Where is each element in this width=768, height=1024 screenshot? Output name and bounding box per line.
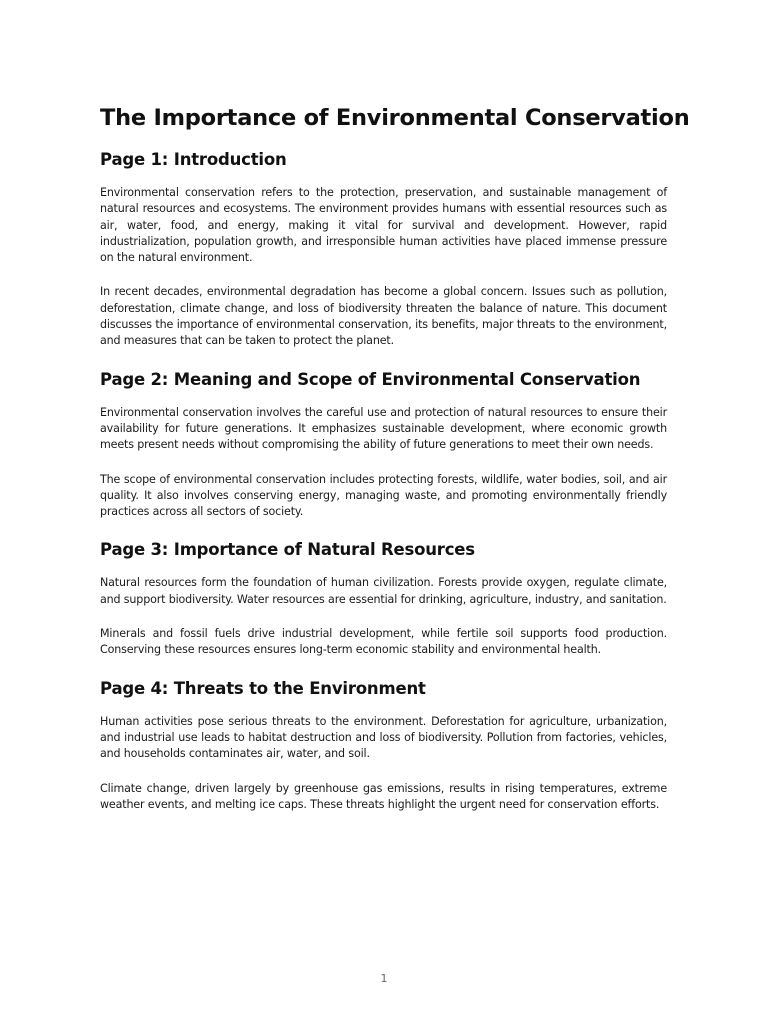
paragraph: Environmental conservation involves the careful use and protection of natural resources to ensure their availability for future generations. It emphasizes sustainable development, where economic growth meets present needs without compromising the ability of future generations to meet their own needs. xyxy=(100,405,667,452)
section-heading: Page 4: Threats to the Environment xyxy=(100,678,426,698)
section-meaning-and-scope xyxy=(100,368,667,521)
paragraph: Natural resources form the foundation of human civilization. Forests provide oxygen, regulate climate, and support biodiversity. Water resources are essential for drinking, agriculture, industry, and sanitation. xyxy=(100,576,667,606)
section-threats xyxy=(100,677,667,813)
paragraph: Human activities pose serious threats to the environment. Deforestation for agriculture, urbanization, and industrial use leads to habitat destruction and loss of biodiversity. Pollution from factories, vehicles, and households contaminates air, water, and soil. xyxy=(100,714,667,761)
page-number: 1 xyxy=(380,972,388,985)
section-heading: Page 1: Introduction xyxy=(100,150,287,169)
paragraph: Environmental conservation refers to the protection, preservation, and sustainable management of natural resources and ecosystems. The environment provides humans with essential resources such as air, water, food, and energy, making it vital for survival and development. However, rapid industrialization, population growth, and irresponsible human activities have placed immense pressure on the natural environment. xyxy=(100,186,667,265)
paragraph: Minerals and fossil fuels drive industrial development, while fertile soil supports food production. Conserving these resources ensures long-term economic stability and environmental health. xyxy=(100,627,667,657)
document-title: The Importance of Environmental Conservation xyxy=(100,105,690,131)
paragraph: The scope of environmental conservation includes protecting forests, wildlife, water bodies, soil, and air quality. It also involves conserving energy, managing waste, and promoting environmentally friendly practices across all sectors of society. xyxy=(100,472,667,519)
section-heading: Page 2: Meaning and Scope of Environmental Conservation xyxy=(100,369,641,389)
section-natural-resources xyxy=(100,538,667,658)
section-introduction xyxy=(100,148,667,350)
document-page xyxy=(100,102,690,831)
section-heading: Page 3: Importance of Natural Resources xyxy=(100,540,475,560)
paragraph: Climate change, driven largely by greenhouse gas emissions, results in rising temperatures, extreme weather events, and melting ice caps. These threats highlight the urgent need for conservation efforts. xyxy=(100,781,667,811)
paragraph: In recent decades, environmental degradation has become a global concern. Issues such as pollution, deforestation, climate change, and loss of biodiversity threaten the balance of nature. This document discusses the importance of environmental conservation, its benefits, major threats to the environment, and measures that can be taken to protect the planet. xyxy=(100,285,667,348)
